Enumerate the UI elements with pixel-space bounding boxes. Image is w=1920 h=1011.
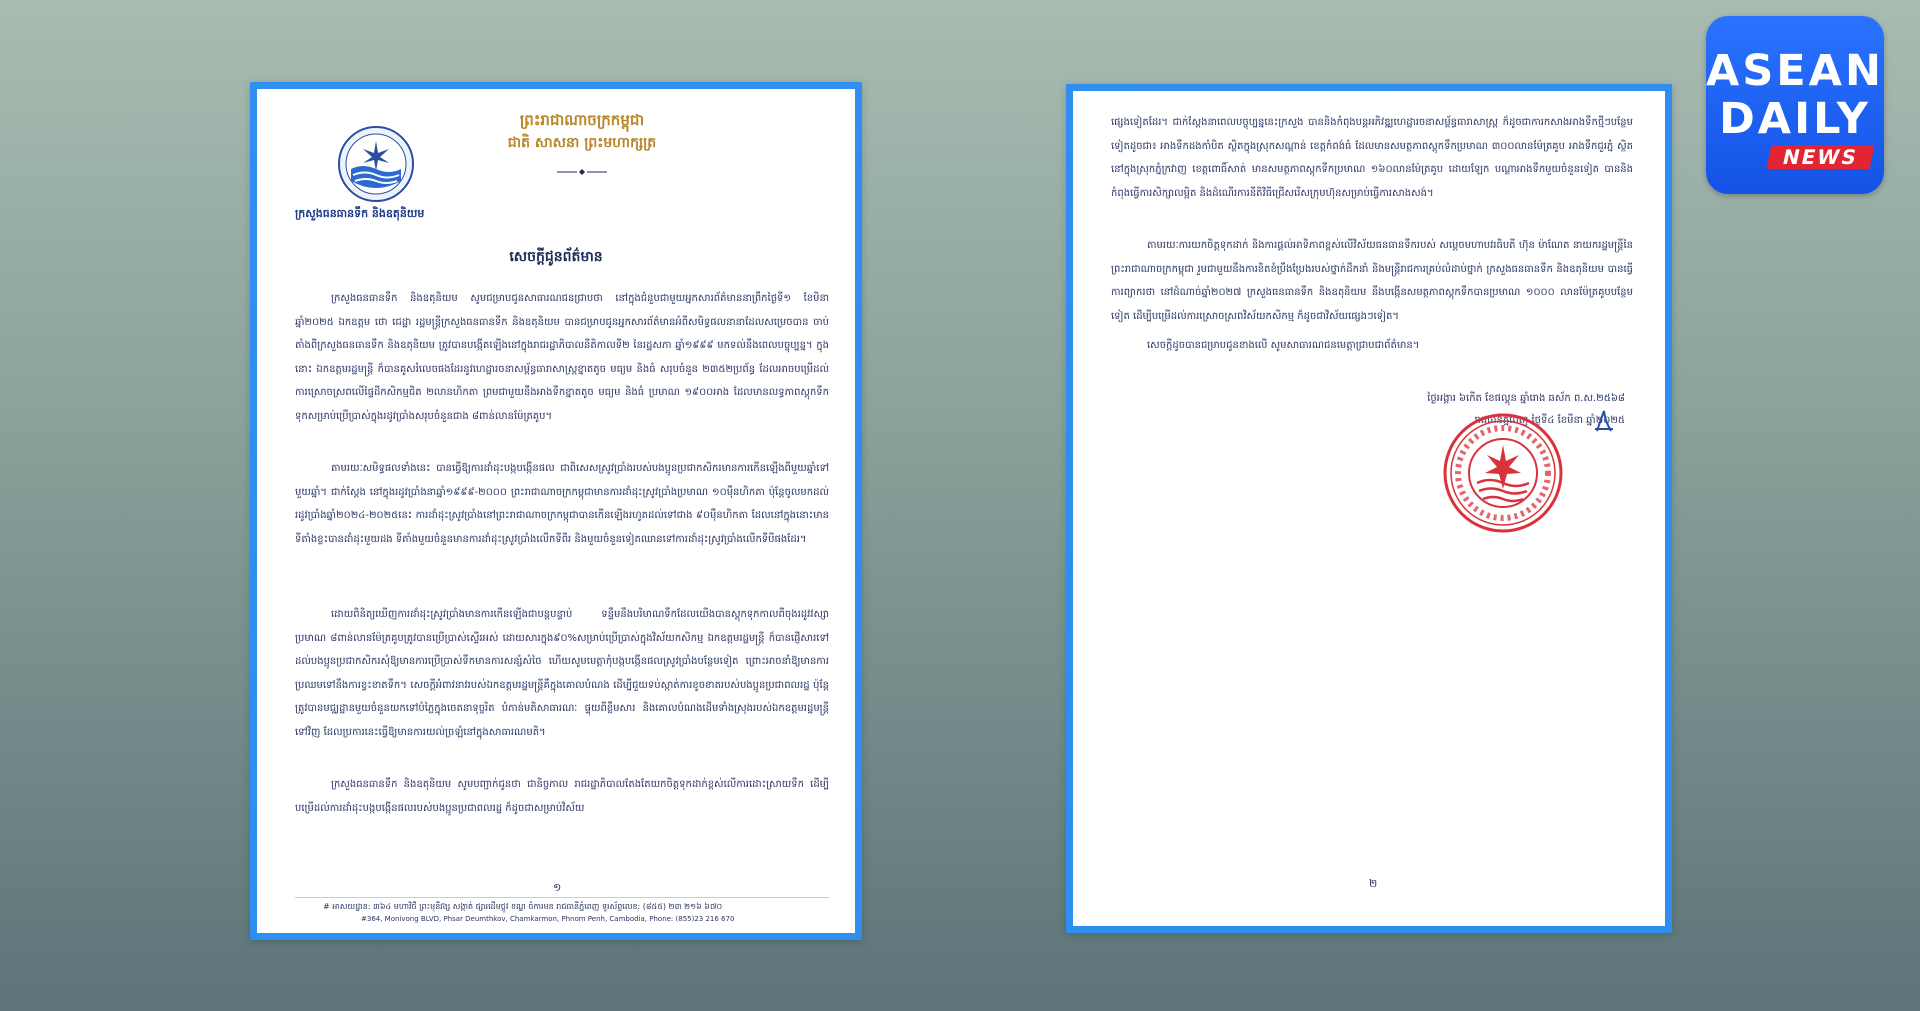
footer-address-khmer: # អាសយដ្ឋាន: ៣៦៤ មហាវិថី ព្រះមុនីវង្ស សង្កាត់ ផ្សារដើមថ្កូវ ខណ្ឌ ចំការមន រាជធានីភ្នំពេញ ទូរស័ព្ទលេខ: (៨៥៥) ២៣ ២១៦ ៦៧០ [323,902,723,911]
paragraph: ក្រសួងធនធានទឹក និងឧតុនិយម សូមជម្រាបជូនសាធារណជនជ្រាបថា នៅក្នុងជំនួបជាមួយអ្នកសារព័ត៌មាននាព្រឹកថ្ងៃទី១ ខែមិនា ឆ្នាំ២០២៥ ឯកឧត្តម ថោ ជេដ្ឋា រដ្ឋមន្រ្តីក្រសួងធនធានទឹក និងឧតុនិយម បានជម្រាបជូនអ្នកសារព័ត៌មានអំពីសមិទ្ធផលនានាដែលសម្រេចបាន ចាប់តាំងពីក្រសួងធនធានទឹក និងឧតុនិយម ត្រូវបានបង្កើតឡើងនៅក្នុងរាជរដ្ឋាភិបាលនីតិកាលទី២ នៃរដ្ឋសភា ឆ្នាំ១៩៩៩ មកទល់នឹងពេលបច្ចុប្បន្ន។ ក្នុងនោះ ឯកឧត្តមរដ្ឋមន្ត្រី ក៏បានគូសរំលេចផងដែរនូវហេដ្ឋារចនាសម្ព័ន្ធធារាសាស្ត្រខ្នាតតូច មធ្យម និងធំ សរុបចំនួន ២៣៥២ប្រព័ន្ធ ដែលអាចបម្រើដល់ការស្រោចស្រពលើផ្ទៃដីកសិកម្មជិត ២លានហិកតា ព្រមជាមួយនឹងអាងទឹកខ្នាតតូច មធ្យម និងធំ ប្រមាណ ១៩០០អាង ដែលមានលទ្ធភាពស្តុកទឹកទុកសម្រាប់ប្រើប្រាស់ក្នុងរដូវប្រាំងសរុបចំនួនជាង ៨ពាន់លានម៉ែត្រគូប។ [295,293,829,422]
document-body [295,287,829,826]
date-lunar: ថ្ងៃអង្គារ ៦កើត ខែផល្គុន ឆ្នាំរោង ឆស័ក ព.ស.២៥៦៨ [1427,393,1625,404]
kingdom-heading: ព្រះរាជាណាចក្រកម្ពុជា [519,111,645,129]
document-page-1 [250,82,862,940]
paragraph: តាមរយៈការយកចិត្តទុកដាក់ និងការផ្តល់អាទិភាពខ្ពស់លើវិស័យធនធានទឹករបស់ សម្តេចមហាបវរធិបតី ហ៊ុន ម៉ាណែត នាយករដ្ឋមន្រ្តីនៃព្រះរាជាណាចក្រកម្ពុជា រួមជាមួយនឹងការខិតខំប្រឹងប្រែងរបស់ថ្នាក់ដឹកនាំ និងមន្រ្តីរាជការគ្រប់លំដាប់ថ្នាក់ ក្រសួងធនធានទឹក និងឧតុនិយម បានធ្វើការព្យាករថា នៅដំណាច់ឆ្នាំ២០២៧ ក្រសួងធនធានទឹក និងឧតុនិយម នឹងបង្កើនសមត្ថភាពស្តុកទឹកបានប្រមាណ ១០០០ លានម៉ែត្រគូបបន្ថែមទៀត ដើម្បីបម្រើដល់ការស្រោចស្រពវិស័យកសិកម្ម ក៏ដូចជាវិស័យផ្សេងៗទៀត។ [1111,240,1633,322]
logo-word-asean: ASEAN [1706,46,1884,96]
paragraph: តាមរយៈសមិទ្ធផលទាំងនេះ បានធ្វើឱ្យការដាំដុះបង្កបង្កើនផល ជាពិសេសស្រូវប្រាំងរបស់បងប្អូនប្រជាកសិករមានការកើនឡើងពីមួយឆ្នាំទៅមួយឆ្នាំ។ ជាក់ស្តែង នៅក្នុងរដូវប្រាំងនាឆ្នាំ១៩៩៩-២០០០ ព្រះរាជាណាចក្រកម្ពុជាមានការដាំដុះស្រូវប្រាំងប្រមាណ ១០ម៉ឺនហិកតា ប៉ុន្តែចូលមកដល់រដូវប្រាំងឆ្នាំ២០២៤-២០២៥នេះ ការដាំដុះស្រូវប្រាំងនៅព្រះរាជាណាចក្រកម្ពុជាបានកើនឡើងរហូតដល់ទៅជាង ៩០ម៉ឺនហិកតា ដែលនៅក្នុងនោះមានទីតាំងខ្លះបានដាំដុះមួយដង ទីតាំងមួយចំនួនមានការដាំដុះស្រូវប្រាំងលើកទីពីរ និងមួយចំនួនទៀតឈានទៅការដាំដុះស្រូវប្រាំងលើកទីបីផងដែរ។ [295,463,829,545]
document-body [1111,111,1633,363]
ministry-seal-icon [1441,411,1565,535]
paragraph: ផ្សេងទៀតដែរ។ ជាក់ស្តែងនាពេលបច្ចុប្បន្ននេះក្រសួង បាននិងកំពុងបន្តអភិវឌ្ឍហេដ្ឋារចនាសម្ព័ន្ធធារាសាស្ត្រ ក៏ដូចជាការកសាងអាងទឹកថ្មីៗបន្ថែមទៀតដូចជា៖ អាងទឹកដងកាំបិត ស្ថិតក្នុងស្រុកសណ្តាន់ ខេត្តកំពង់ធំ ដែលមានសមត្ថភាពស្តុកទឹកប្រមាណ ៣០០លានម៉ែត្រគូប អាងទឹកជួរភ្នំ ស្ថិតនៅក្នុងស្រុកភ្នំក្រវាញ ខេត្តពោធិ៍សាត់ មានសមត្ថភាពស្តុកទឹកប្រមាណ ១៦០លានម៉ែត្រគូប ដោយឡែក បណ្តាអាងទឹកមួយចំនួនទៀត បាននិងកំពុងធ្វើការសិក្សាលម្អិត និងដំណើរការនីតិវិធីជ្រើសរើសក្រុមហ៊ុនសម្រាប់ធ្វើការសាងសង់។ [1111,117,1633,199]
footer-address-english: #364, Monivong BLVD, Phsar Deumthkov, Chamkarmon, Phnom Penh, Cambodia, Phone: (855)23 216 670 [361,915,735,923]
paragraph: ដោយពិនិត្យឃើញការដាំដុះស្រូវប្រាំងមានការកើនឡើងជាបន្តបន្ទាប់ ទន្ទឹមនឹងបរិមាណទឹកដែលយើងបានស្តុកទុកកាលពីចុងរដូវវស្សាប្រមាណ ៨ពាន់លានម៉ែត្រគូបត្រូវបានប្រើប្រាស់ស្ទើរអស់ ដោយសារក្នុង៩០%សម្រាប់ប្រើប្រាស់ក្នុងវិស័យកសិកម្ម ឯកឧត្តមរដ្ឋមន្ត្រី ក៏បានផ្ញើសារទៅដល់បងប្អូនប្រជាកសិករសុំឱ្យមានការប្រើប្រាស់ទឹកមានការសន្សំសំចៃ ហើយសូមមេត្តាកុំបង្កបង្កើនផលស្រូវប្រាំងបន្ថែមទៀត ព្រោះអាចនាំឱ្យមានការប្រឈមទៅនឹងការខ្វះខាតទឹក។ សេចក្តីអំពាវនាវរបស់ឯកឧត្តមរដ្ឋមន្ត្រីគឺក្នុងគោលបំណង ដើម្បីជួយទប់ស្កាត់ការខូចខាតរបស់បងប្អូនប្រជាពលរដ្ឋ ប៉ុន្តែត្រូវបានមជ្ឈដ្ឋានមួយចំនួនយកទៅបំភ្លៃក្នុងចេតនាទុច្ចរិត បំភាន់មតិសាធារណៈ ផ្ទុយពីខ្លឹមសារ និងគោលបំណងដើមទាំងស្រុងរបស់ឯកឧត្តមរដ្ឋមន្រ្តីទៅវិញ ដែលប្រការនេះធ្វើឱ្យមានការយល់ច្រឡំនៅក្នុងសាធារណមតិ។ [295,609,829,738]
logo-word-news: NEWS [1766,145,1874,169]
footer-divider [295,897,829,898]
asean-daily-news-logo [1706,16,1884,194]
signature-mark-icon [1593,409,1615,435]
date-solar: រាជធានីភ្នំពេញ ថ្ងៃទី៤ ខែមីនា ឆ្នាំ២០២៥ [1474,415,1625,426]
divider-ornament-icon [557,169,607,175]
ministry-emblem-icon [337,125,415,203]
ministry-name: ក្រសួងធនធានទឹក និងឧតុនិយម [295,207,425,220]
page-number: ១ [553,881,562,894]
page-number: ២ [1369,877,1378,890]
document-title: សេចក្តីជូនព័ត៌មាន [509,249,603,265]
paragraph: ក្រសួងធនធានទឹក និងឧតុនិយម សូមបញ្ជាក់ជូនថា ជានិច្ចកាល រាជរដ្ឋាភិបាលតែងតែយកចិត្តទុកដាក់ខ្ពស់លើការដោះស្រាយទឹក ដើម្បីបម្រើដល់ការដាំដុះបង្កបង្កើនផលរបស់បងប្អូនប្រជាពលរដ្ឋ ក៏ដូចជាសម្រាប់វិស័យ [295,779,829,814]
national-motto: ជាតិ សាសនា ព្រះមហាក្សត្រ [507,135,657,151]
paragraph: សេចក្តីដូចបានជម្រាបជូនខាងលើ សូមសាធារណជនមេត្តាជ្រាបជាព័ត៌មាន។ [1147,340,1420,351]
document-page-2 [1066,84,1672,933]
logo-word-daily: DAILY [1719,94,1871,144]
